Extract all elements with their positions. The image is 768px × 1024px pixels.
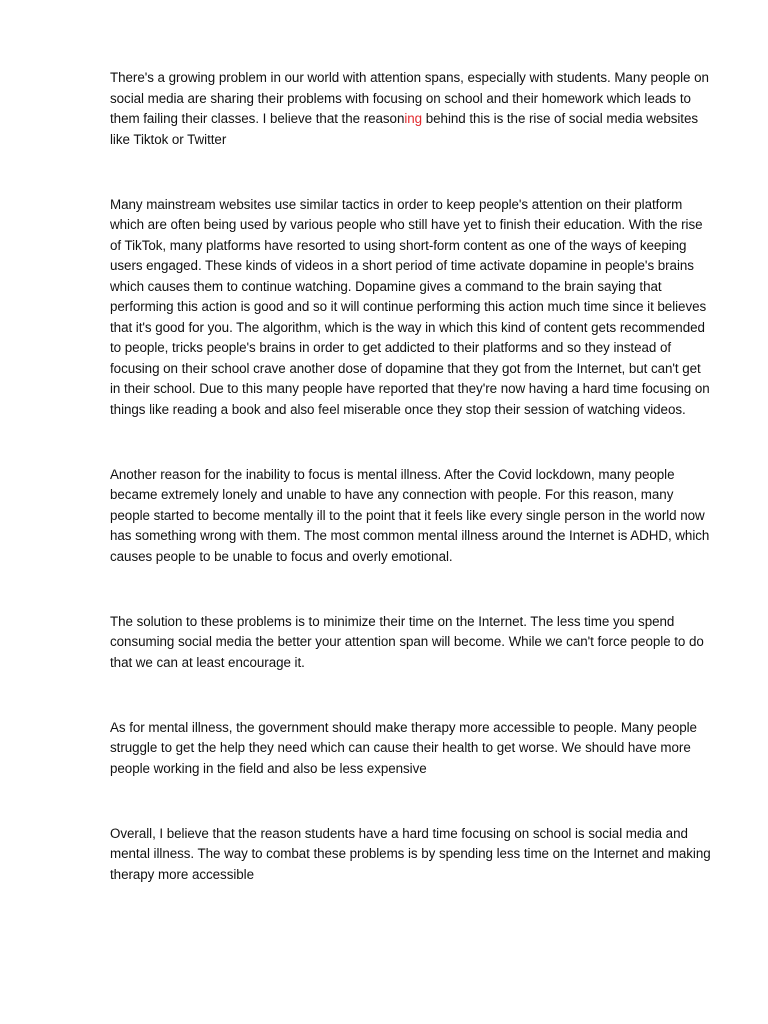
paragraph-spacer: [110, 150, 714, 195]
document-body: [110, 68, 714, 885]
intro-text-before: There's a growing problem in our world with attention spans, especially with students. Many people on social media are sharing their problems with focusing on school and their homework which leads to them failing their classes. I believe that the reason: [110, 70, 709, 126]
paragraph-spacer: [110, 567, 714, 612]
intro-text-after: behind this is the rise of social media websites like Tiktok or Twitter: [110, 111, 698, 147]
paragraph-conclusion: Overall, I believe that the reason students have a hard time focusing on school is social media and mental illness. The way to combat these problems is by spending less time on the Internet and making therapy more accessible: [110, 825, 711, 882]
paragraph-tactics: Many mainstream websites use similar tactics in order to keep people's attention on their platform which are often being used by various people who still have yet to finish their education. With the rise of TikTok, many platforms have resorted to using short-form content as one of the ways of keeping users engaged. These kinds of videos in a short period of time activate dopamine in people's brains which causes them to continue watching. Dopamine gives a command to the brain saying that performing this action is good and so it will continue performing this action much time since it believes that it's good for you. The algorithm, which is the way in which this kind of content gets recommended to people, tricks people's brains in order to get addicted to their platforms and so they instead of focusing on their school crave another dose of dopamine that they got from the Internet, but can't get in their school. Due to this many people have reported that they're now having a hard time focusing on things like reading a book and also feel miserable once they stop their session of watching videos.: [110, 196, 710, 417]
paragraph-therapy: As for mental illness, the government should make therapy more accessible to people. Many people struggle to get the help they need which can cause their health to get worse. We should have more people working in the field and also be less expensive: [110, 719, 697, 776]
paragraph-mental-illness: Another reason for the inability to focus is mental illness. After the Covid lockdown, many people became extremely lonely and unable to have any connection with people. For this reason, many people started to become mentally ill to the point that it feels like every single person in the world now has something wrong with them. The most common mental illness around the Internet is ADHD, which causes people to be unable to focus and overly emotional.: [110, 466, 710, 564]
paragraph-spacer: [110, 420, 714, 465]
paragraph-spacer: [110, 779, 714, 824]
paragraph-solution: The solution to these problems is to minimize their time on the Internet. The less time you spend consuming social media the better your attention span will become. While we can't force people to do that we can at least encourage it.: [110, 613, 704, 670]
paragraph-spacer: [110, 673, 714, 718]
highlighted-text: ing: [404, 111, 423, 126]
paragraph-intro: [110, 68, 714, 150]
